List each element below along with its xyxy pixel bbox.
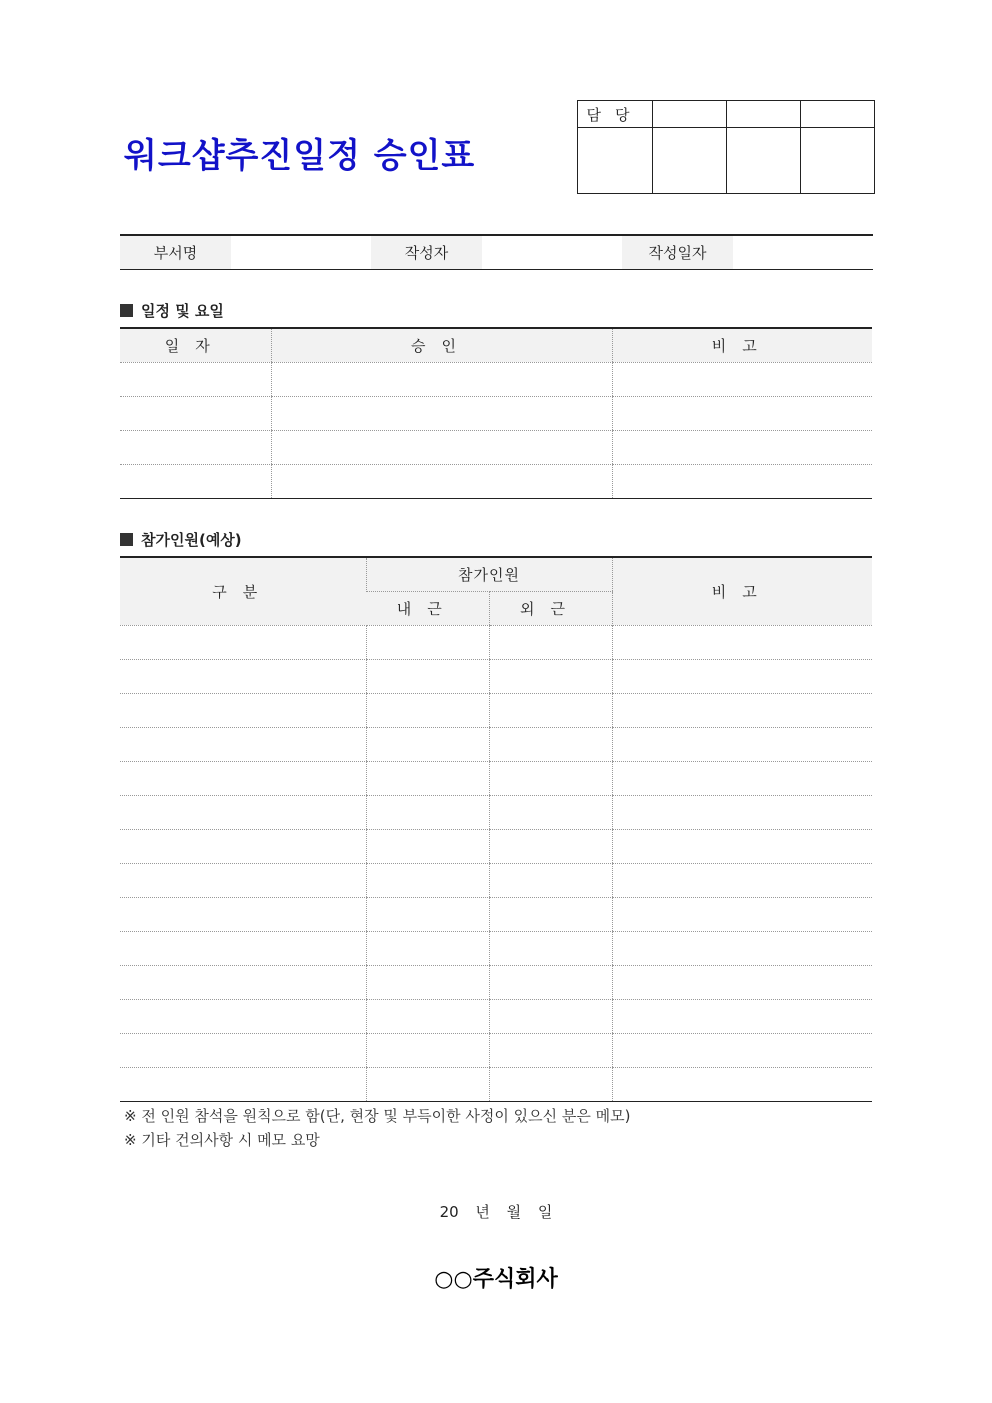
schedule-table — [120, 327, 872, 499]
table-cell[interactable] — [612, 464, 872, 498]
table-cell[interactable] — [612, 931, 872, 965]
table-cell[interactable] — [366, 897, 489, 931]
note-line: ※ 기타 건의사항 시 메모 요망 — [124, 1131, 320, 1149]
table-cell[interactable] — [366, 795, 489, 829]
table-cell[interactable] — [366, 727, 489, 761]
table-cell[interactable] — [120, 795, 366, 829]
square-bullet-icon — [120, 304, 133, 317]
table-cell[interactable] — [120, 396, 271, 430]
table-cell[interactable] — [120, 1033, 366, 1067]
table-cell[interactable] — [612, 863, 872, 897]
attendees-section-header — [120, 529, 242, 550]
table-cell[interactable] — [489, 727, 612, 761]
col-attendee-group: 참가인원 — [366, 557, 612, 591]
table-cell[interactable] — [489, 897, 612, 931]
table-cell[interactable] — [489, 931, 612, 965]
table-cell[interactable] — [612, 1033, 872, 1067]
col-internal: 내근 — [366, 591, 489, 625]
table-cell[interactable] — [612, 430, 872, 464]
table-cell[interactable] — [120, 1067, 366, 1101]
table-cell[interactable] — [366, 761, 489, 795]
table-cell[interactable] — [612, 897, 872, 931]
table-cell[interactable] — [489, 693, 612, 727]
table-cell[interactable] — [271, 464, 612, 498]
table-cell[interactable] — [489, 795, 612, 829]
table-cell[interactable] — [120, 430, 271, 464]
approval-header-cell — [801, 101, 875, 128]
table-cell[interactable] — [120, 965, 366, 999]
page-title: 워크샵추진일정 승인표 — [124, 136, 476, 176]
date-field[interactable] — [733, 235, 873, 270]
notes — [124, 1104, 630, 1152]
approval-box — [577, 100, 875, 194]
table-cell[interactable] — [612, 693, 872, 727]
signature-cell[interactable] — [653, 128, 727, 194]
table-cell[interactable] — [489, 999, 612, 1033]
table-cell[interactable] — [489, 1067, 612, 1101]
info-bar — [120, 234, 873, 270]
col-category: 구분 — [120, 557, 366, 625]
table-cell[interactable] — [120, 625, 366, 659]
table-cell[interactable] — [489, 863, 612, 897]
table-cell[interactable] — [120, 863, 366, 897]
note-line: ※ 전 인원 참석을 원칙으로 함(단, 현장 및 부득이한 사정이 있으신 분은 메모) — [124, 1107, 631, 1125]
attendees-table — [120, 556, 872, 1102]
signature-cell[interactable] — [727, 128, 801, 194]
table-cell[interactable] — [612, 396, 872, 430]
col-approval: 승인 — [271, 328, 612, 362]
table-cell[interactable] — [366, 965, 489, 999]
table-cell[interactable] — [366, 693, 489, 727]
table-cell[interactable] — [271, 362, 612, 396]
table-cell[interactable] — [120, 931, 366, 965]
table-cell[interactable] — [612, 1067, 872, 1101]
company-name: ○○주식회사 — [434, 1267, 558, 1292]
square-bullet-icon — [120, 533, 133, 546]
attendees-section-title: 참가인원(예상) — [141, 531, 242, 549]
writer-field[interactable] — [482, 235, 622, 270]
col-note: 비고 — [612, 328, 872, 362]
table-cell[interactable] — [120, 761, 366, 795]
table-cell[interactable] — [271, 396, 612, 430]
date-label: 작성일자 — [622, 235, 733, 270]
approval-header: 담당 — [578, 101, 653, 128]
table-cell[interactable] — [489, 761, 612, 795]
table-cell[interactable] — [120, 999, 366, 1033]
signature-cell[interactable] — [578, 128, 653, 194]
table-cell[interactable] — [366, 625, 489, 659]
table-cell[interactable] — [120, 464, 271, 498]
table-cell[interactable] — [489, 625, 612, 659]
table-cell[interactable] — [366, 863, 489, 897]
date-line: 20 년 월 일 — [439, 1203, 553, 1221]
table-cell[interactable] — [612, 625, 872, 659]
table-cell[interactable] — [120, 897, 366, 931]
table-cell[interactable] — [366, 1033, 489, 1067]
dept-label: 부서명 — [120, 235, 231, 270]
schedule-section-header — [120, 300, 224, 321]
table-cell[interactable] — [366, 829, 489, 863]
table-cell[interactable] — [489, 965, 612, 999]
table-cell[interactable] — [612, 965, 872, 999]
table-cell[interactable] — [612, 795, 872, 829]
table-cell[interactable] — [366, 1067, 489, 1101]
table-cell[interactable] — [489, 659, 612, 693]
table-cell[interactable] — [120, 727, 366, 761]
table-cell[interactable] — [271, 430, 612, 464]
table-cell[interactable] — [366, 931, 489, 965]
table-cell[interactable] — [120, 693, 366, 727]
table-cell[interactable] — [612, 761, 872, 795]
col-note: 비고 — [612, 557, 872, 625]
table-cell[interactable] — [489, 1033, 612, 1067]
table-cell[interactable] — [120, 659, 366, 693]
table-cell[interactable] — [489, 829, 612, 863]
table-cell[interactable] — [120, 362, 271, 396]
schedule-section-title: 일정 및 요일 — [141, 302, 224, 320]
table-cell[interactable] — [120, 829, 366, 863]
approval-header-cell — [727, 101, 801, 128]
writer-label: 작성자 — [371, 235, 482, 270]
table-cell[interactable] — [612, 727, 872, 761]
approval-header-cell — [653, 101, 727, 128]
table-cell[interactable] — [366, 659, 489, 693]
table-cell[interactable] — [612, 362, 872, 396]
dept-field[interactable] — [231, 235, 371, 270]
signature-cell[interactable] — [801, 128, 875, 194]
col-date: 일자 — [120, 328, 271, 362]
col-external: 외근 — [489, 591, 612, 625]
table-cell[interactable] — [612, 829, 872, 863]
table-cell[interactable] — [612, 659, 872, 693]
table-cell[interactable] — [612, 999, 872, 1033]
table-cell[interactable] — [366, 999, 489, 1033]
